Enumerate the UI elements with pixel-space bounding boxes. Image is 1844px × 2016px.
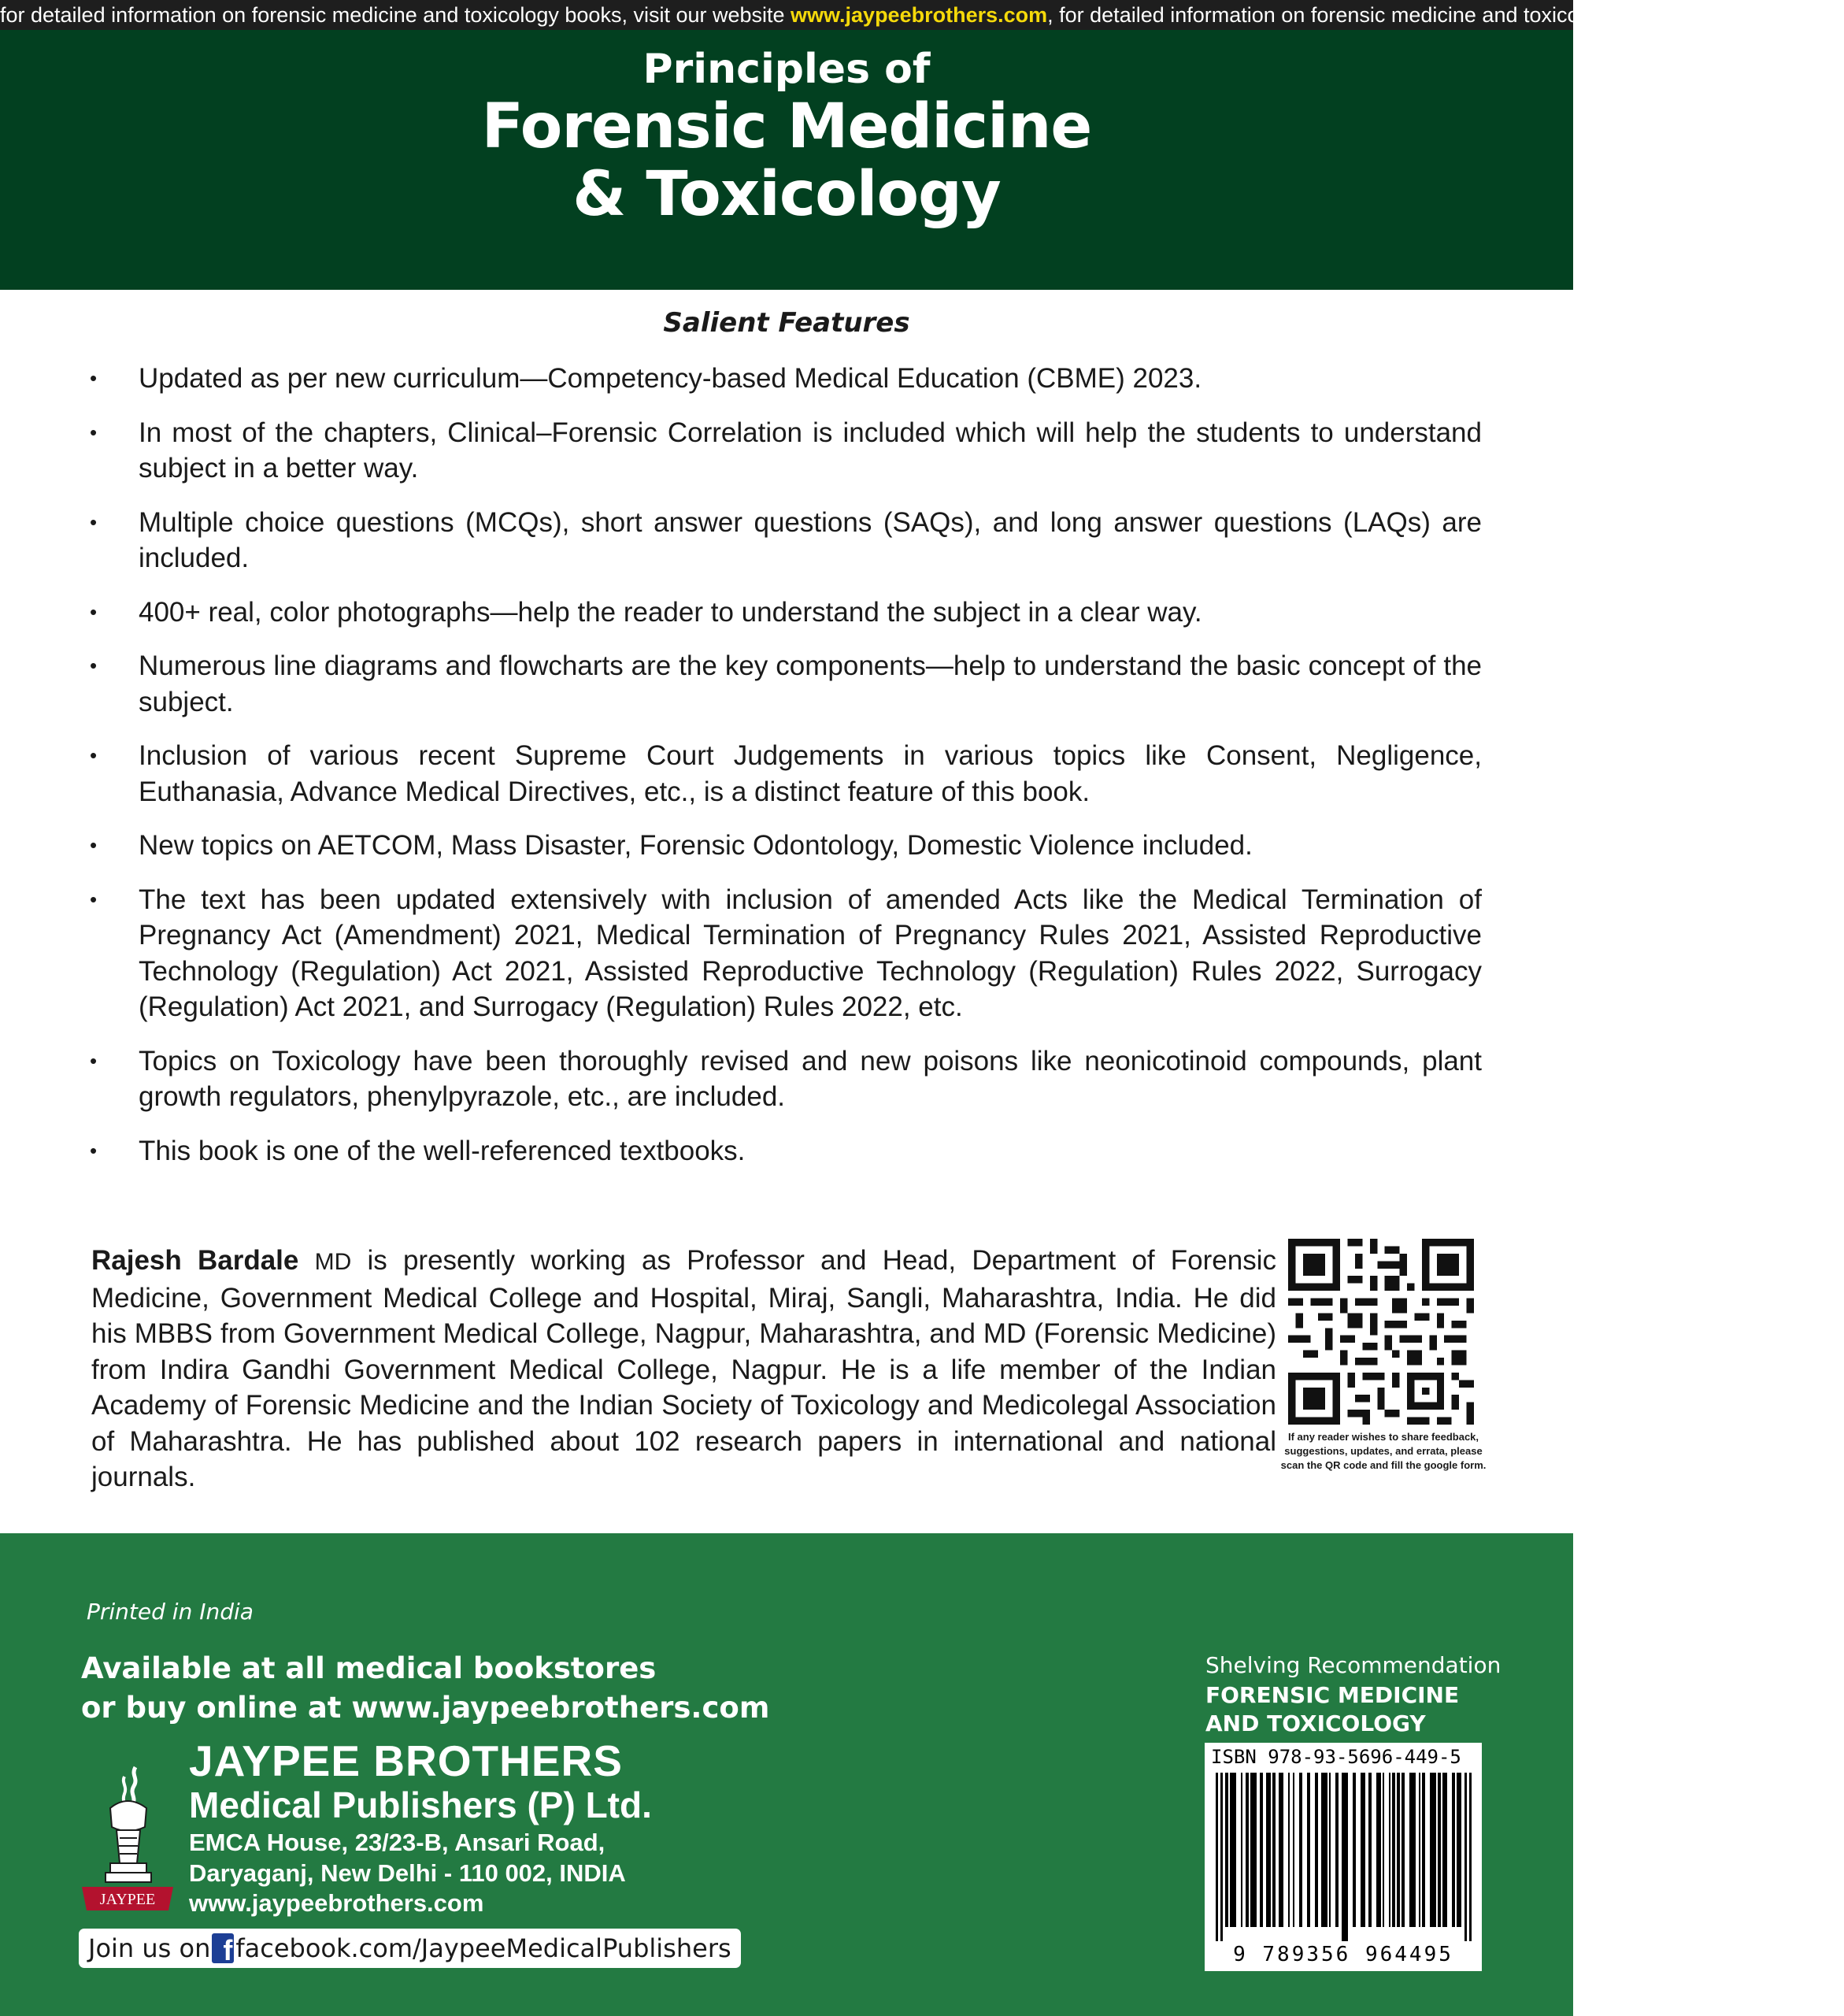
qr-code-note: If any reader wishes to share feedback, suggestions, updates, and errata, please scan the QR code and fill the google form. bbox=[1280, 1431, 1487, 1471]
feature-item: • Numerous line diagrams and flowcharts are the key components—help to understand the basic concept of the subject. bbox=[88, 648, 1482, 720]
feature-item: • Inclusion of various recent Supreme Court Judgements in various topics like Consent, Negligence, Euthanasia, Advance Medical Directives, etc., is a distinct feature of this book. bbox=[88, 738, 1482, 810]
barcode-bar bbox=[1216, 1773, 1218, 1941]
barcode-bar bbox=[1438, 1773, 1441, 1927]
salient-features-heading: Salient Features bbox=[663, 307, 910, 339]
jaypee-logo bbox=[79, 1761, 176, 1914]
barcode-bar bbox=[1442, 1773, 1447, 1927]
barcode-bar bbox=[1457, 1773, 1461, 1927]
feature-item: • The text has been updated extensively with inclusion of amended Acts like the Medical Termination of Pregnancy Act (Amendment) 2021, Medical Termination of Pregnancy Rules 2021, Assisted Reproductive Technology (Regulation) Act 2021, Assisted Reproductive Technology (Regulation) Rules 2022, Surrogacy (Regulation) Act 2021, and Surrogacy (Regulation) Rules 2022, etc. bbox=[88, 882, 1482, 1025]
author-bio-text: is presently working as Professor and Head, Department of Forensic Medicine, Government Medical College and Hospital, Miraj, Sangli, Maharashtra, India. He did his MBBS from Government Medical College, Nagpur, Maharashtra, and MD (Forensic Medicine) from Indira Gandhi Government Medical College, Nagpur. He is a life member of the Indian Academy of Forensic Medicine and the Indian Society of Toxicology and Medicolegal Association of Maharashtra. He has published about 102 research papers in international and national journals. bbox=[91, 1245, 1276, 1492]
author-degree: MD bbox=[314, 1249, 352, 1275]
barcode-bar bbox=[1452, 1773, 1455, 1927]
barcode-bar bbox=[1241, 1773, 1242, 1927]
book-title-prefix: Principles of bbox=[642, 46, 931, 93]
features-list bbox=[88, 361, 1482, 1187]
book-title-line1: Forensic Medicine bbox=[481, 91, 1092, 162]
top-info-suffix: , for detailed information on forensic medicine and toxicology books, visit our website bbox=[1047, 3, 1844, 27]
publisher-address-line1: EMCA House, 23/23-B, Ansari Road, bbox=[189, 1829, 605, 1856]
top-info-website-link[interactable]: www.jaypeebrothers.com bbox=[791, 3, 1048, 27]
barcode-bar bbox=[1230, 1773, 1236, 1927]
barcode-bar bbox=[1464, 1773, 1467, 1941]
shelving-value-line2: AND TOXICOLOGY bbox=[1205, 1710, 1426, 1736]
barcode-bar bbox=[1368, 1773, 1372, 1927]
barcode-bar bbox=[1389, 1773, 1390, 1927]
publisher-subtitle: Medical Publishers (P) Ltd. bbox=[189, 1784, 652, 1825]
barcode-bar bbox=[1376, 1773, 1381, 1927]
top-info-band bbox=[0, 0, 1844, 30]
facebook-icon: f bbox=[212, 1933, 234, 1963]
barcode-bar bbox=[1307, 1773, 1310, 1927]
top-info-text bbox=[0, 2, 1844, 28]
barcode-bars bbox=[1211, 1773, 1476, 1941]
barcode-bar bbox=[1321, 1773, 1327, 1927]
feature-item: • In most of the chapters, Clinical–Forensic Correlation is included which will help the students to understand subject in a better way. bbox=[88, 415, 1482, 487]
barcode-bar bbox=[1272, 1773, 1276, 1927]
availability-line1: Available at all medical bookstores bbox=[81, 1651, 657, 1685]
barcode-bar bbox=[1397, 1773, 1400, 1927]
feature-item: • This book is one of the well-referenced textbooks. bbox=[88, 1133, 1482, 1169]
publisher-website-link[interactable]: www.jaypeebrothers.com bbox=[189, 1889, 484, 1917]
barcode-bar bbox=[1246, 1773, 1249, 1927]
barcode-bar bbox=[1422, 1773, 1425, 1927]
barcode-bar bbox=[1266, 1773, 1271, 1927]
publisher-name: JAYPEE BROTHERS bbox=[189, 1736, 623, 1785]
publisher-address-line2: Daryaganj, New Delhi - 110 002, INDIA bbox=[189, 1858, 626, 1887]
author-name: Rajesh Bardale bbox=[91, 1245, 299, 1276]
barcode-bar bbox=[1299, 1773, 1302, 1927]
book-title-line2: & Toxicology bbox=[572, 159, 1001, 230]
barcode-bar bbox=[1409, 1773, 1416, 1927]
barcode-bar bbox=[1220, 1773, 1223, 1941]
author-bio bbox=[91, 1243, 1276, 1495]
barcode-bar bbox=[1279, 1773, 1283, 1927]
barcode-digits: 9 789356 964495 bbox=[1233, 1943, 1453, 1966]
facebook-join-banner[interactable] bbox=[79, 1929, 741, 1968]
availability-line2: or buy online at www.jaypeebrothers.com bbox=[81, 1691, 770, 1725]
barcode-bar bbox=[1469, 1773, 1472, 1941]
feedback-qr-code[interactable] bbox=[1288, 1239, 1474, 1425]
isbn-barcode bbox=[1205, 1743, 1482, 1971]
shelving-label: Shelving Recommendation bbox=[1205, 1652, 1501, 1678]
barcode-bar bbox=[1335, 1773, 1339, 1927]
barcode-bar bbox=[1225, 1773, 1228, 1927]
barcode-bar bbox=[1392, 1773, 1395, 1927]
join-prefix: Join us on bbox=[88, 1933, 211, 1963]
barcode-bar bbox=[1361, 1773, 1365, 1927]
feature-item: • Topics on Toxicology have been thoroughly revised and new poisons like neonicotinoid compounds, plant growth regulators, phenylpyrazole, etc., are included. bbox=[88, 1043, 1482, 1115]
barcode-bar bbox=[1288, 1773, 1290, 1927]
barcode-bar bbox=[1383, 1773, 1384, 1927]
barcode-bar bbox=[1342, 1773, 1348, 1941]
barcode-bar bbox=[1293, 1773, 1294, 1927]
barcode-bar bbox=[1353, 1773, 1356, 1927]
barcode-bar bbox=[1329, 1773, 1331, 1927]
feature-item: • New topics on AETCOM, Mass Disaster, Forensic Odontology, Domestic Violence included. bbox=[88, 828, 1482, 864]
feature-item: • Updated as per new curriculum—Competency-based Medical Education (CBME) 2023. bbox=[88, 361, 1482, 397]
top-info-prefix: for detailed information on forensic medicine and toxicology books, visit our website bbox=[0, 3, 791, 27]
availability-text bbox=[81, 1649, 769, 1728]
barcode-bar bbox=[1315, 1773, 1318, 1927]
shelving-value bbox=[1205, 1681, 1489, 1738]
barcode-bar bbox=[1260, 1773, 1263, 1927]
barcode-bar bbox=[1402, 1773, 1405, 1927]
facebook-url-link[interactable]: facebook.com/JaypeeMedicalPublishers bbox=[235, 1933, 731, 1963]
barcode-bar bbox=[1430, 1773, 1436, 1927]
barcode-bar bbox=[1419, 1773, 1420, 1927]
isbn-label: ISBN 978-93-5696-449-5 bbox=[1211, 1746, 1461, 1768]
barcode-bar bbox=[1250, 1773, 1257, 1927]
feature-item: • Multiple choice questions (MCQs), short answer questions (SAQs), and long answer questions (LAQs) are included. bbox=[88, 505, 1482, 576]
shelving-value-line1: FORENSIC MEDICINE bbox=[1205, 1682, 1460, 1708]
printed-in-india: Printed in India bbox=[87, 1599, 254, 1625]
jaypee-logo-text: JAYPEE bbox=[99, 1891, 156, 1908]
feature-item: • 400+ real, color photographs—help the reader to understand the subject in a clear way. bbox=[88, 595, 1482, 631]
publisher-address bbox=[189, 1828, 626, 1919]
